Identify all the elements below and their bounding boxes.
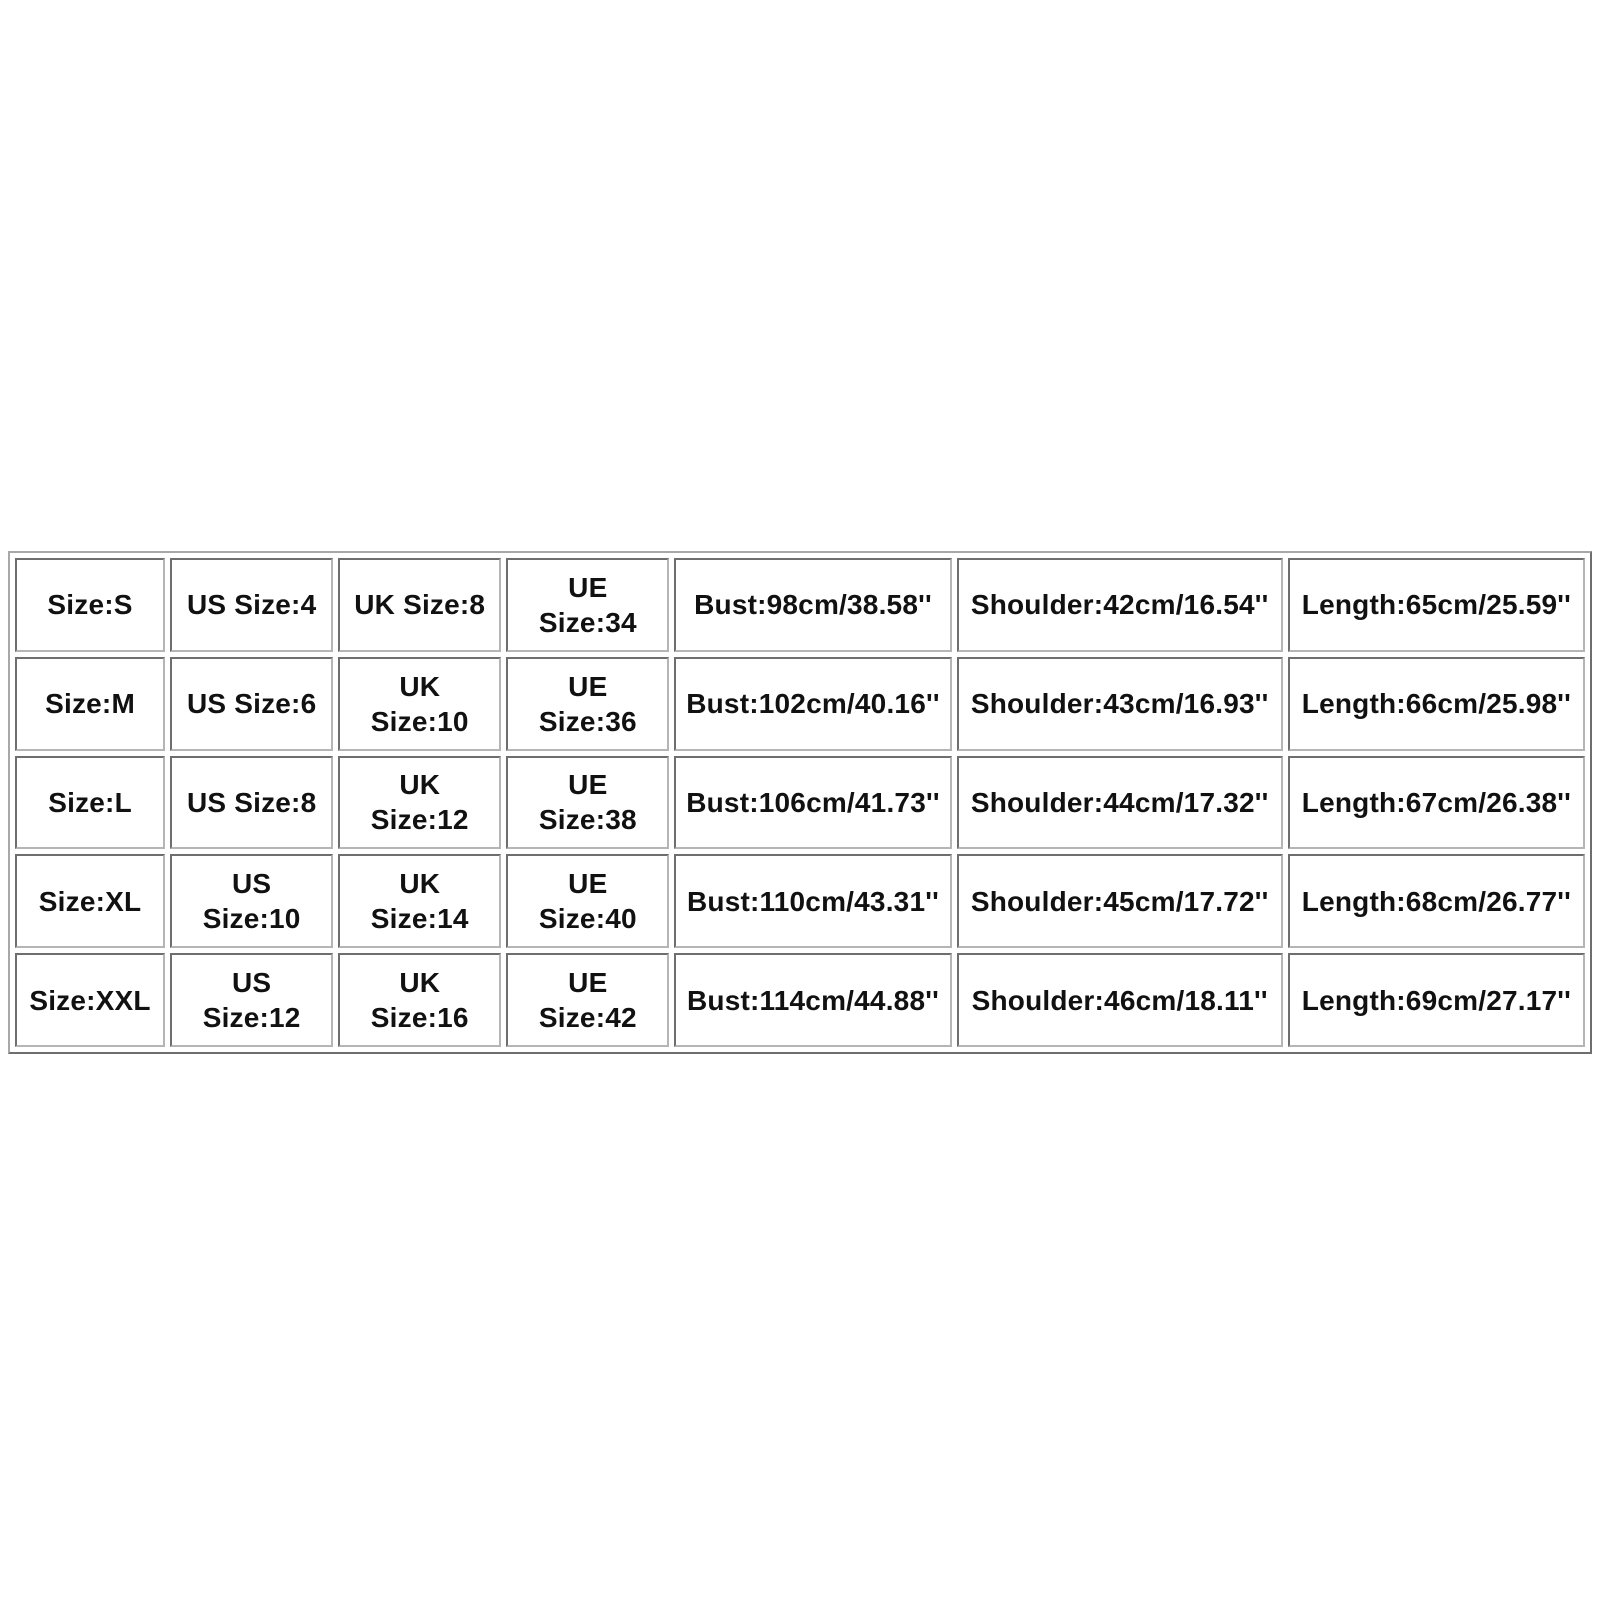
length-cell: Length:67cm/26.38'' (1288, 756, 1585, 850)
length-cell: Length:68cm/26.77'' (1288, 854, 1585, 948)
uk-size-cell: UK Size:12 (338, 756, 501, 850)
ue-size-cell: UE Size:38 (506, 756, 669, 850)
shoulder-cell: Shoulder:45cm/17.72'' (957, 854, 1283, 948)
uk-size-cell: UK Size:10 (338, 657, 501, 751)
us-size-cell: US Size:6 (170, 657, 333, 751)
bust-cell: Bust:114cm/44.88'' (674, 953, 951, 1047)
size-chart-body (15, 558, 1585, 1047)
table-row (15, 657, 1585, 751)
ue-size-cell: UE Size:34 (506, 558, 669, 652)
size-cell: Size:S (15, 558, 165, 652)
ue-size-cell: UE Size:40 (506, 854, 669, 948)
bust-cell: Bust:110cm/43.31'' (674, 854, 951, 948)
size-cell: Size:M (15, 657, 165, 751)
length-cell: Length:65cm/25.59'' (1288, 558, 1585, 652)
table-row (15, 854, 1585, 948)
length-cell: Length:66cm/25.98'' (1288, 657, 1585, 751)
size-chart-table (8, 551, 1592, 1054)
us-size-cell: US Size:10 (170, 854, 333, 948)
bust-cell: Bust:98cm/38.58'' (674, 558, 951, 652)
us-size-cell: US Size:4 (170, 558, 333, 652)
table-row (15, 558, 1585, 652)
size-cell: Size:XL (15, 854, 165, 948)
bust-cell: Bust:106cm/41.73'' (674, 756, 951, 850)
size-cell: Size:L (15, 756, 165, 850)
uk-size-cell: UK Size:16 (338, 953, 501, 1047)
length-cell: Length:69cm/27.17'' (1288, 953, 1585, 1047)
shoulder-cell: Shoulder:42cm/16.54'' (957, 558, 1283, 652)
size-cell: Size:XXL (15, 953, 165, 1047)
shoulder-cell: Shoulder:43cm/16.93'' (957, 657, 1283, 751)
table-row (15, 756, 1585, 850)
shoulder-cell: Shoulder:46cm/18.11'' (957, 953, 1283, 1047)
us-size-cell: US Size:8 (170, 756, 333, 850)
uk-size-cell: UK Size:14 (338, 854, 501, 948)
shoulder-cell: Shoulder:44cm/17.32'' (957, 756, 1283, 850)
ue-size-cell: UE Size:42 (506, 953, 669, 1047)
ue-size-cell: UE Size:36 (506, 657, 669, 751)
table-row (15, 953, 1585, 1047)
us-size-cell: US Size:12 (170, 953, 333, 1047)
bust-cell: Bust:102cm/40.16'' (674, 657, 951, 751)
uk-size-cell: UK Size:8 (338, 558, 501, 652)
